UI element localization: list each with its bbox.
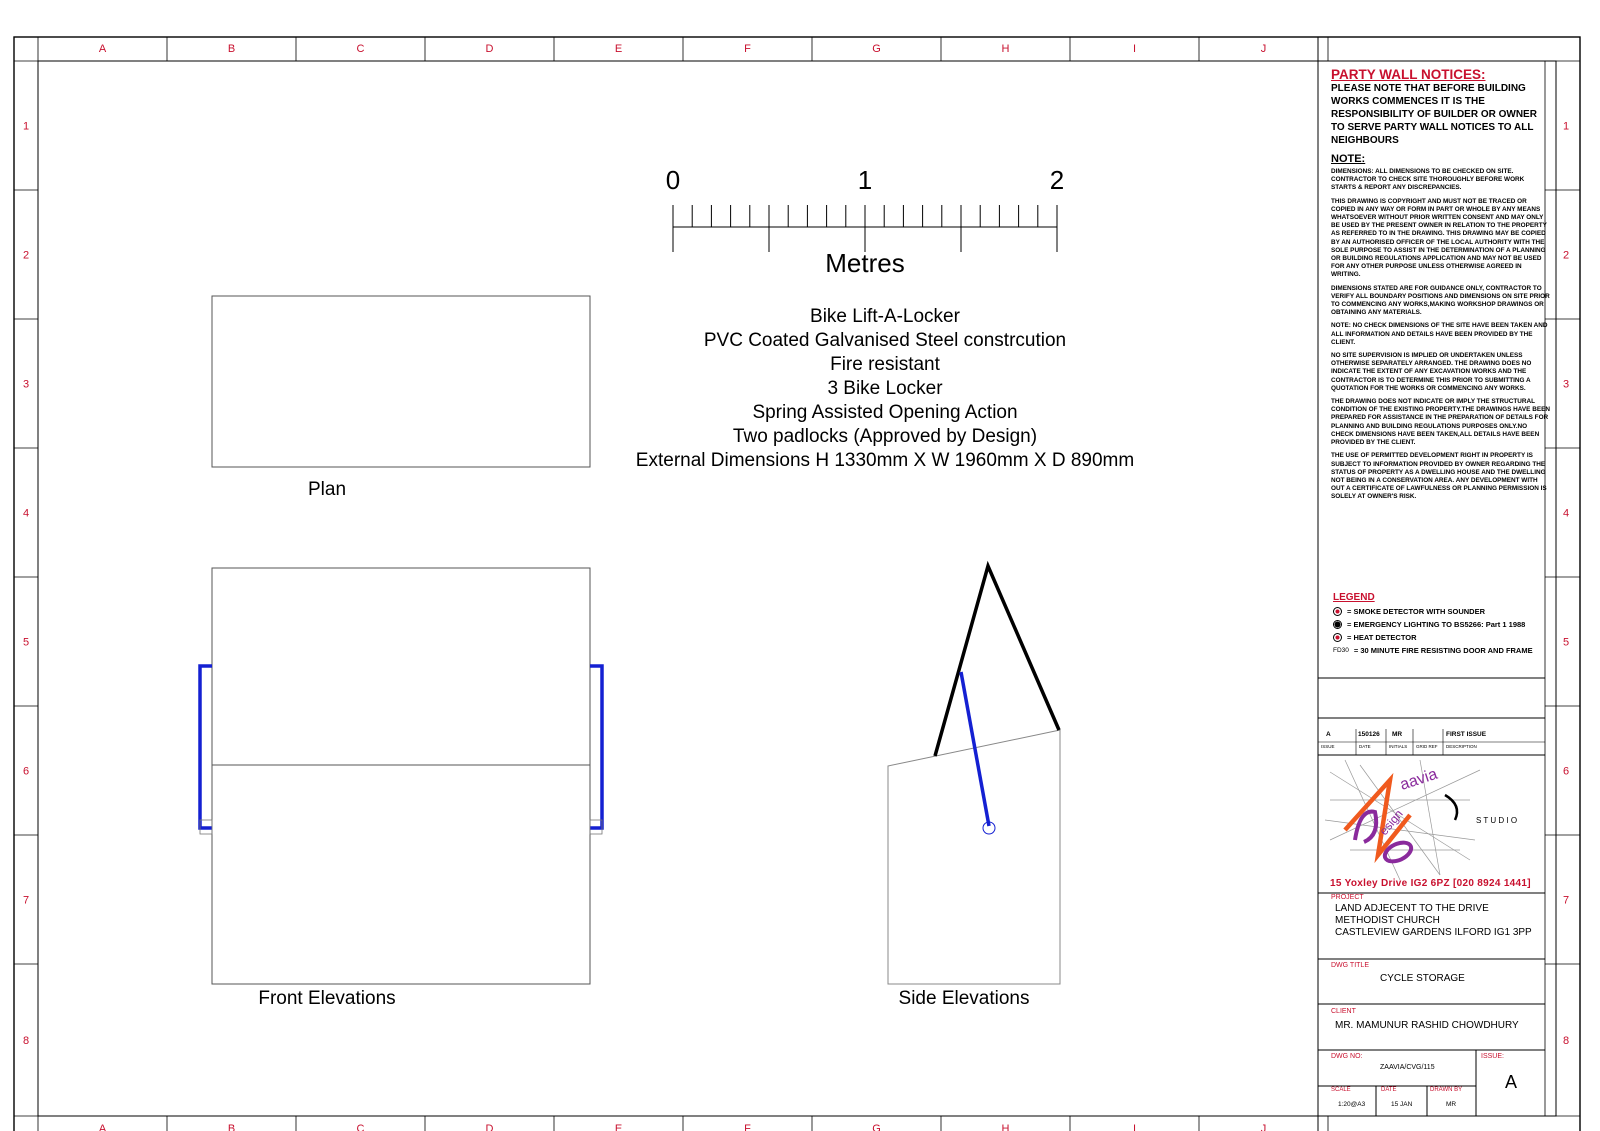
scale-value: 1:20@A3 xyxy=(1338,1101,1366,1108)
note-item: THIS DRAWING IS COPYRIGHT AND MUST NOT BE TRACED OR COPIED IN ANY WAY OR FORM IN PART OR WHOLE BY ANY MEANS WHATSOEVER WITHOUT PRIOR WRITTEN CONSENT AND MAY ONLY BE USED BY THE PRESENT OWNER IN RELATION TO THE PROPERTY AS REFERRED TO IN THE DRAWING. THIS DRAWING MAY BE COPIED BY AN AUTHORISED OFFICER OF THE LOCAL AUTHORITY WITH THE SOLE PURPOSE TO ASSIST IN THE DETERMINATION OF A PLANNING OR BUILDING REGULATIONS APPLICATION AND MAY NOT BE USED FOR ANY OTHER PURPOSE UNLESS OTHERWISE AGREED IN WRITING. xyxy=(1331,197,1547,279)
grid-row-label: 3 xyxy=(22,378,30,391)
grid-column-label: H xyxy=(1001,1123,1010,1131)
revision-headers: ISSUE DATE INITIALS GRID REF DESCRIPTION xyxy=(1321,744,1477,749)
scale-label: SCALE xyxy=(1331,1087,1351,1093)
company-logo xyxy=(1325,760,1517,880)
spec-line: PVC Coated Galvanised Steel constrcution xyxy=(703,330,1067,351)
grid-column-label: D xyxy=(485,43,494,55)
legend-item-emergency: = EMERGENCY LIGHTING TO BS5266: Part 1 1988 xyxy=(1333,620,1545,629)
notices-panel xyxy=(1331,68,1557,507)
grid-column-label: I xyxy=(1132,1123,1137,1131)
note-item: THE USE OF PERMITTED DEVELOPMENT RIGHT IN PROPERTY IS SUBJECT TO INFORMATION PROVIDED BY OWNER REGARDING THE STATUS OF PROPERTY AS A DWELLING HOUSE AND THE DWELLING NOT BEING IN A CONSERVATION AREA. ANY DEVELOPMENT WITH OUT A CERTIFICATE OF LAWFULNESS OR PLANNING PERMISSION IS SOLELY AT OWNER'S RISK. xyxy=(1331,452,1547,501)
grid-column-label: B xyxy=(227,43,236,55)
grid-column-label: C xyxy=(356,43,365,55)
grid-column-label: F xyxy=(744,1123,751,1131)
grid-column-label: F xyxy=(744,43,751,55)
plan-view-label: Plan xyxy=(307,479,347,500)
note-title: NOTE: xyxy=(1331,153,1366,165)
scale-tick-label: 1 xyxy=(857,165,873,195)
logo-word-aavia: aavia xyxy=(1397,765,1440,794)
spec-notes xyxy=(636,306,1134,471)
grid-row-label: 8 xyxy=(22,1035,30,1047)
party-wall-text: PLEASE NOTE THAT BEFORE BUILDING WORKS COMMENCES IT IS THE RESPONSIBILITY OF BUILDER OR OWNER TO SERVE PARTY WALL NOTICES TO ALL NEIGHBOURS xyxy=(1331,83,1537,146)
grid-row-label: 2 xyxy=(22,249,30,262)
grid-row-label: 6 xyxy=(22,765,30,778)
grid-column-label: J xyxy=(1260,1123,1267,1131)
heat-detector-icon xyxy=(1333,633,1342,642)
legend-item-smoke: = SMOKE DETECTOR WITH SOUNDER xyxy=(1333,607,1545,616)
grid-row-label: 5 xyxy=(22,636,30,649)
dwg-title-label: DWG TITLE xyxy=(1331,962,1369,969)
date-value: 15 JAN xyxy=(1391,1101,1413,1108)
grid-row-label: 2 xyxy=(1562,249,1570,262)
plan-view-outline xyxy=(212,296,590,467)
revision-row xyxy=(1318,731,1545,743)
issue-value: A xyxy=(1505,1072,1518,1092)
drawn-by-value: MR xyxy=(1446,1101,1457,1108)
rev-issue: A xyxy=(1326,731,1331,738)
scale-tick-label: 2 xyxy=(1049,165,1065,195)
spec-line: External Dimensions H 1330mm X W 1960mm X D 890mm xyxy=(635,450,1135,471)
smoke-detector-icon xyxy=(1333,607,1342,616)
spec-line: Two padlocks (Approved by Design) xyxy=(732,426,1038,447)
front-elevation-label: Front Elevations xyxy=(258,988,396,1009)
grid-column-label: G xyxy=(872,43,881,55)
grid-column-label: G xyxy=(872,1123,881,1131)
grid-row-label: 7 xyxy=(22,894,30,907)
rev-description: FIRST ISSUE xyxy=(1446,731,1487,738)
note-item: DIMENSIONS: ALL DIMENSIONS TO BE CHECKED ON SITE. CONTRACTOR TO CHECK SITE THOROUGHLY BEFORE WORK STARTS & REPORT ANY DISCREPANCIES. xyxy=(1331,168,1525,192)
grid-column-label: E xyxy=(614,1123,623,1131)
project-line: LAND ADJECENT TO THE DRIVE xyxy=(1335,903,1489,914)
note-item: THE DRAWING DOES NOT INDICATE OR IMPLY THE STRUCTURAL CONDITION OF THE EXISTING PROPERTY.THE DRAWINGS HAVE BEEN PREPARED FOR ASSISTANCE IN THE PREPARATION OF DETAILS FOR PLANNING AND BUILDING REGULATIONS PURPOSES ONLY.NO CHECK DIMENSIONS HAVE BEEN TAKEN,ALL DETAILS HAVE BEEN PROVIDED BY THE CLIENT. xyxy=(1331,398,1550,447)
grid-row-label: 4 xyxy=(22,507,30,520)
dwg-no-value: ZAAVIA/CVG/115 xyxy=(1380,1064,1435,1071)
legend-title: LEGEND xyxy=(1333,592,1375,603)
spec-line: Spring Assisted Opening Action xyxy=(752,402,1018,423)
rev-initials: MR xyxy=(1392,731,1403,738)
project-line: METHODIST CHURCH xyxy=(1335,915,1440,926)
logo-studio: S T U D I O xyxy=(1476,816,1518,825)
scale-unit-label: Metres xyxy=(825,248,905,278)
grid-column-label: E xyxy=(614,43,623,55)
grid-row-label: 7 xyxy=(1562,894,1570,907)
logo-word-esign: esign xyxy=(1376,806,1406,838)
legend xyxy=(1333,592,1545,659)
grid-column-label: B xyxy=(227,1123,236,1131)
grid-row-label: 4 xyxy=(1562,507,1570,520)
grid-row-label: 1 xyxy=(1562,120,1570,133)
side-elevation xyxy=(888,566,1060,984)
grid-column-label: C xyxy=(356,1123,365,1131)
grid-column-label: D xyxy=(485,1123,494,1131)
issue-label: ISSUE: xyxy=(1481,1053,1504,1060)
note-item: NO SITE SUPERVISION IS IMPLIED OR UNDERTAKEN UNLESS OTHERWISE SEPARATELY ARRANGED. THE DRAWING DOES NO INDICATE THE EXTENT OF ANY EXCAVATION WORKS AND THE CONTRACTOR IS TO DETERMINE THIS PRIOR TO SUBMITTING A QUOTATION FOR THE WORKS OR COMMENCING ANY WORKS. xyxy=(1331,352,1532,392)
spec-line: Fire resistant xyxy=(830,354,940,375)
fd30-symbol: FD30 xyxy=(1333,647,1349,654)
side-elevation-label: Side Elevations xyxy=(898,988,1030,1009)
grid-row-label: 6 xyxy=(1562,765,1570,778)
note-item: NOTE: NO CHECK DIMENSIONS OF THE SITE HAVE BEEN TAKEN AND ALL INFORMATION AND DETAILS HAVE BEEN PROVIDED BY THE CLIENT. xyxy=(1331,322,1548,346)
scale-tick-label: 0 xyxy=(665,165,681,195)
grid-row-label: 1 xyxy=(22,120,30,133)
spec-line: 3 Bike Locker xyxy=(827,378,943,399)
dwg-no-label: DWG NO: xyxy=(1331,1053,1363,1060)
grid-row-label: 3 xyxy=(1562,378,1570,391)
note-item: DIMENSIONS STATED ARE FOR GUIDANCE ONLY, CONTRACTOR TO VERIFY ALL BOUNDARY POSITIONS AND DIMENSIONS ON SITE PRIOR TO COMMENCING ANY WORKS,MAKING WORKSHOP DRAWINGS OR OBTAINING ANY MATERIALS. xyxy=(1331,284,1550,317)
date-label: DATE xyxy=(1381,1087,1397,1093)
project-line: CASTLEVIEW GARDENS ILFORD IG1 3PP xyxy=(1335,927,1532,938)
rev-date: 150126 xyxy=(1358,731,1380,738)
grid-row-label: 5 xyxy=(1562,636,1570,649)
note-list xyxy=(1331,168,1551,502)
party-wall-title: PARTY WALL NOTICES: xyxy=(1331,67,1486,82)
spec-line: Bike Lift-A-Locker xyxy=(810,306,960,327)
legend-item-fd30: FD30 = 30 MINUTE FIRE RESISTING DOOR AND FRAME xyxy=(1333,646,1533,655)
scale-bar xyxy=(666,165,1064,278)
grid-column-label: H xyxy=(1001,43,1010,55)
drawn-by-label: DRAWN BY xyxy=(1430,1087,1463,1093)
emergency-light-icon xyxy=(1333,620,1342,629)
client-value: MR. MAMUNUR RASHID CHOWDHURY xyxy=(1335,1020,1519,1031)
client-label: CLIENT xyxy=(1331,1008,1356,1015)
dwg-title-value: CYCLE STORAGE xyxy=(1380,973,1465,984)
front-elevation xyxy=(200,568,602,984)
company-address: 15 Yoxley Drive IG2 6PZ [020 8924 1441] xyxy=(1330,878,1531,889)
grid-column-label: J xyxy=(1260,43,1267,55)
grid-column-label: A xyxy=(98,43,107,55)
grid-column-label: A xyxy=(98,1123,107,1131)
sheet-border-inner xyxy=(38,61,1556,1116)
grid-row-label: 8 xyxy=(1562,1035,1570,1047)
grid-column-label: I xyxy=(1132,43,1137,55)
legend-item-heat: = HEAT DETECTOR xyxy=(1333,633,1545,642)
project-label: PROJECT xyxy=(1331,894,1364,901)
